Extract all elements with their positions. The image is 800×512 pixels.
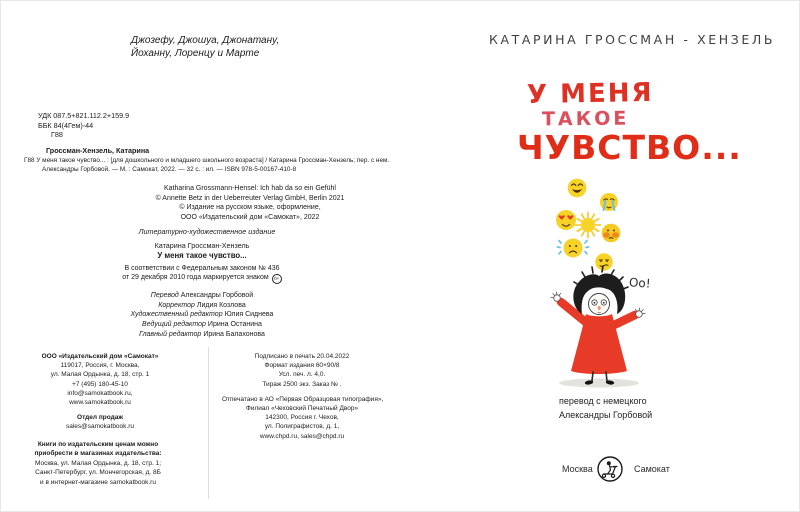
publisher-line: ул. Малая Ордынка, д. 18, стр. 1 xyxy=(50,371,150,379)
bookstores-block xyxy=(18,440,178,487)
printer-line: Отпечатано в АО «Первая Образцовая типография», xyxy=(222,395,384,403)
print-info-block xyxy=(222,352,382,441)
credit-name: Александры Горбовой xyxy=(180,292,254,299)
publisher-title: ООО «Издательский дом «Самокат» xyxy=(41,353,159,360)
law-line xyxy=(82,273,322,284)
credit-role: Корректор xyxy=(158,301,195,309)
author-title-block xyxy=(82,241,322,260)
copyright-line: ООО «Издательский дом «Самокат», 2022 xyxy=(180,213,320,221)
cover-title-line2: ТАКОЕ xyxy=(541,107,630,131)
law-text: от 29 декабря 2010 года маркируется знаком xyxy=(122,274,269,282)
stores-bold-line: Книги по издательским ценам можно xyxy=(37,441,159,448)
credit-role: Главный редактор xyxy=(139,330,202,338)
cover-illustration xyxy=(535,165,705,395)
credit-name: Ирина Останина xyxy=(207,321,262,329)
left-pupil xyxy=(594,302,596,304)
printer-line: www.chpd.ru, sales@chpd.ru xyxy=(259,432,345,440)
print-line: Формат издания 60×90/8 xyxy=(264,362,340,370)
credit-name: Лидия Козлова xyxy=(196,301,246,309)
cover-title-line3: ЧУВСТВО... xyxy=(517,128,742,167)
column-divider xyxy=(208,347,209,499)
dedication-line: Джозефу, Джошуа, Джонатану, xyxy=(131,35,280,46)
heart-eyes-emoji-icon xyxy=(556,210,576,230)
stores-line: Санкт-Петербург, ул. Мончегорская, д. 8Б xyxy=(35,469,161,477)
left-hand xyxy=(551,292,561,301)
shadow xyxy=(559,379,639,388)
publisher-name: Самокат xyxy=(634,464,670,474)
publisher-phone: +7 (495) 180-45-10 xyxy=(72,380,128,388)
right-hand xyxy=(635,308,645,317)
biblio-line: Г88 У меня такое чувство... : [для дошкольного и младшего школьного возраста] / Катарина Гроссман-Хензель; пер. с нем. xyxy=(24,157,390,164)
sun-icon xyxy=(576,213,601,238)
dedication-line: Йоханну, Лоренцу и Марте xyxy=(131,48,260,59)
bibliographic-record xyxy=(24,156,389,174)
publisher-city: Москва xyxy=(562,464,593,474)
printer-line: Филиал «Чеховский Печатный Двор» xyxy=(245,405,359,413)
bbk-line: ББК 84(4Гем)-44 xyxy=(38,120,94,130)
publisher-website: www.samokatbook.ru xyxy=(69,399,131,407)
right-pupil xyxy=(603,302,605,304)
credit-name: Ирина Балахонова xyxy=(203,330,265,338)
udk-line: УДК 087.5+821.112.2+159.9 xyxy=(38,111,130,120)
publisher-line: 119017, Россия, г. Москва, xyxy=(60,362,140,370)
cover-title-line1: У МЕНЯ xyxy=(526,77,654,111)
print-line: Тираж 2500 экз. Заказ № . xyxy=(262,380,342,388)
sales-title: Отдел продаж xyxy=(77,414,123,422)
credit-role: Художественный редактор xyxy=(130,311,223,319)
printer-line: 142300, Россия г. Чехов, xyxy=(265,414,339,422)
printer-line: ул. Полиграфистов, д. 1, xyxy=(264,423,340,431)
copyright-block xyxy=(130,184,370,222)
samokat-scooter-logo-icon xyxy=(596,454,624,484)
copyright-line: © Издание на русском языке, оформление, xyxy=(179,204,321,211)
edition-note: Литературно-художественное издание xyxy=(138,227,276,236)
skeptical-emoji-icon xyxy=(595,253,612,270)
catalog-author-heading: Гроссман-Хензель, Катарина xyxy=(46,146,150,155)
translation-line: Александры Горбовой xyxy=(559,409,653,420)
biblio-line: Александры Горбовой. — М. : Самокат, 2022. — 32 с. : ил. — ISBN 978-5-00167-410-8 xyxy=(42,166,297,174)
sales-email: sales@samokatbook.ru xyxy=(65,423,135,431)
translation-line: перевод с немецкого xyxy=(559,396,647,406)
credit-line xyxy=(82,310,322,320)
credit-line xyxy=(82,291,322,301)
author-name: Катарина Гроссман-Хензель xyxy=(154,241,250,250)
stores-line: и в интернет-магазине samokatbook.ru xyxy=(40,478,156,486)
stores-bold-line: приобрести в магазинах издательства: xyxy=(34,450,162,458)
udk-block xyxy=(38,111,129,140)
credit-name: Юлия Сиднева xyxy=(224,311,274,319)
blushing-emoji-icon xyxy=(602,224,621,243)
dedication xyxy=(131,34,279,60)
laughing-emoji-icon xyxy=(568,179,587,198)
stores-line: Москва, ул. Малая Ордынка, д. 18, стр. 1; xyxy=(34,459,162,467)
publisher-email: info@samokatbook.ru, xyxy=(67,389,133,397)
publisher-contact-block xyxy=(25,352,175,432)
age-mark-0plus-icon: 0+ xyxy=(272,274,282,284)
index-line: Г88 xyxy=(51,130,63,140)
sad-crying-emoji-icon xyxy=(557,239,588,258)
credit-role: Перевод xyxy=(150,292,179,299)
original-title-line: Katharina Grossmann-Hensel: Ich hab da so ein Gefühl xyxy=(164,185,336,192)
crying-emoji-icon xyxy=(600,193,618,211)
copyright-line: © Annette Betz in der Ueberreuter Verlag GmbH, Berlin 2021 xyxy=(155,194,345,202)
translation-note xyxy=(559,395,652,422)
right-arm xyxy=(612,315,635,326)
credit-role: Ведущий редактор xyxy=(142,321,206,329)
credits-block xyxy=(82,291,322,340)
age-law-note xyxy=(82,264,322,284)
print-line: Усл. печ. л. 4,0. xyxy=(278,371,326,379)
law-line: В соответствии с Федеральным законом № 436 xyxy=(124,265,280,272)
print-line: Подписано в печать 20.04.2022 xyxy=(254,353,350,360)
credit-line xyxy=(82,301,322,311)
handwritten-author-name: КАТАРИНА ГРОССМАН - ХЕНЗЕЛЬ xyxy=(489,32,776,47)
left-arm xyxy=(561,302,588,324)
nose xyxy=(598,306,601,310)
credit-line xyxy=(82,320,322,330)
oo-exclamation: Oo! xyxy=(628,275,652,291)
credit-line xyxy=(82,330,322,340)
book-title: У меня такое чувство... xyxy=(157,250,247,260)
